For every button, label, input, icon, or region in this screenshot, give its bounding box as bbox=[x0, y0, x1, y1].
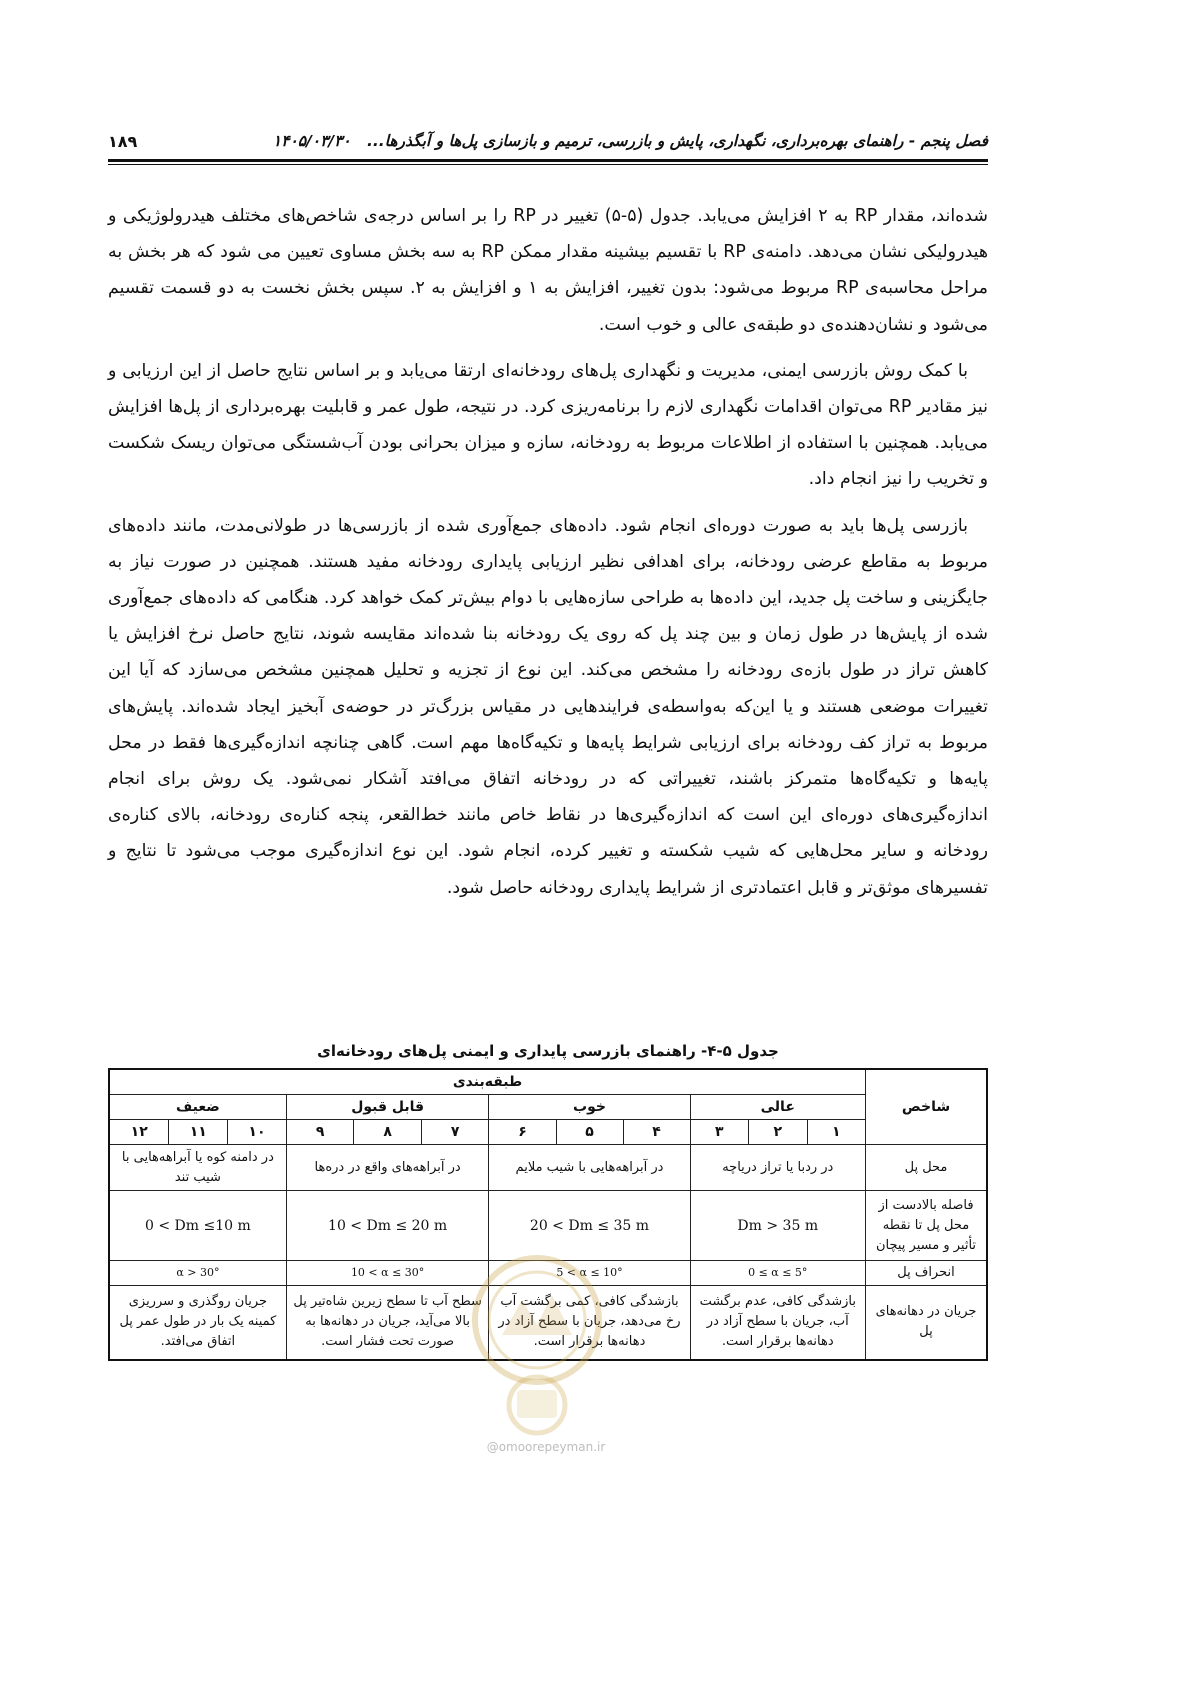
paragraph-2: با کمک روش بازرسی ایمنی، مدیریت و نگهداری پل‌های رودخانه‌ای ارتقا می‌یابد و بر اساس نتایج حاصل از این ارزیابی و نیز مقادیر RP می‌توان اقدامات نگهداری لازم را برنامه‌ریزی کرد. در نتیجه، طول عمر و قابلیت بهره‌برداری از پل‌ها افزایش می‌یابد. همچنین با استفاده از اطلاعات مربوط به رودخانه، سازه و میزان بحرانی بودن آب‌شستگی می‌توان ریسک شکست و تخریب را نیز انجام داد. bbox=[108, 360, 988, 490]
grade-cell: ۱۰ bbox=[228, 1120, 287, 1145]
header-rule-thin bbox=[108, 164, 988, 165]
grade-cell: ۴ bbox=[623, 1120, 690, 1145]
paragraph-3: بازرسی پل‌ها باید به صورت دوره‌ای انجام شود. داده‌های جمع‌آوری شده از بازرسی‌ها در طولانی‌مدت، مانند داده‌های مربوط به مقاطع عرضی رودخانه، برای اهدافی نظیر ارزیابی پایداری رودخانه مفید هستند. همچنین در صورت نیاز به جایگزینی و ساخت پل جدید، این داده‌ها به طراحی سازه‌هایی با دوام بیش‌تر کمک خواهد کرد. هنگامی که داده‌های جمع‌آوری شده از پایش‌ها در طول زمان و بین چند پل که روی یک رودخانه بنا شده‌اند مقایسه شوند، نتایج حاصل نرخ افزایش یا کاهش تراز در طول بازه‌ی رودخانه را مشخص می‌کند. این نوع از تجزیه و تحلیل همچنین مشخص می‌سازد که آیا این تغییرات موضعی هستند و یا این‌که به‌واسطه‌ی فرایندهایی در مقیاس بزرگ‌تر در حوضه‌ی آبخیز ایجاد شده‌اند. پایش‌های مربوط به تراز کف رودخانه برای ارزیابی شرایط پایه‌ها و تکیه‌گاه‌ها مهم است. گاهی چنانچه اندازه‌گیری‌ها فقط در محل پایه‌ها و تکیه‌گاه‌ها متمرکز باشند، تغییراتی که در رودخانه اتفاق می‌افتد آشکار نمی‌شود. یک روش برای انجام اندازه‌گیری‌های دوره‌ای این است که اندازه‌گیری‌ها در نقاط خاص مانند خط‌القعر، پنجه کناره‌ی رودخانه، بالای کناره‌ی رودخانه و سایر محل‌هایی که شیب شکسته و تغییر کرده، انجام شود. این نوع اندازه‌گیری موجب می‌شود تا نتایج و تفسیرهای موثق‌تر و قابل اعتمادتری از شرایط پایداری رودخانه حاصل شود. bbox=[108, 515, 988, 898]
criterion-cell: فاصله بالادست از محل پل تا نقطه تأثیر و مسیر پیچان bbox=[866, 1191, 988, 1261]
grade-cell: ۹ bbox=[286, 1120, 354, 1145]
table-cell: در دامنه کوه یا آبراهه‌هایی با شیب تند bbox=[109, 1145, 286, 1191]
grade-cell: ۱۱ bbox=[169, 1120, 228, 1145]
watermark-text: @omoorepeyman.ir bbox=[486, 1440, 606, 1454]
grade-cell: ۲ bbox=[749, 1120, 807, 1145]
formula-cell: 10 < α ≤ 30° bbox=[286, 1261, 489, 1286]
grade-cell: ۷ bbox=[421, 1120, 489, 1145]
table-cell: جریان روگذری و سرریزی کمینه یک بار در طول عمر پل اتفاق می‌افتد. bbox=[109, 1286, 286, 1360]
grade-cell: ۶ bbox=[489, 1120, 556, 1145]
table-row bbox=[109, 1261, 987, 1286]
table-cell: در ردبا یا تراز درياچه bbox=[690, 1145, 865, 1191]
stability-table bbox=[108, 1068, 988, 1361]
grade-cell: ۸ bbox=[354, 1120, 422, 1145]
table-cell: بازشدگی کافی، کمی برگشت آب رخ می‌دهد، جریان با سطح آزاد در دهانه‌ها برقرار است. bbox=[489, 1286, 690, 1360]
table-row bbox=[109, 1286, 987, 1360]
table-cell: سطح آب تا سطح زیرین شاه‌تیر پل بالا می‌آید، جریان در دهانه‌ها به صورت تحت فشار است. bbox=[286, 1286, 489, 1360]
table-row bbox=[109, 1145, 987, 1191]
grade-cell: ۱۲ bbox=[109, 1120, 169, 1145]
class-good: خوب bbox=[489, 1095, 690, 1120]
grade-cell: ۳ bbox=[690, 1120, 749, 1145]
criterion-header: شاخص bbox=[866, 1069, 988, 1145]
formula-cell: 0 < Dm ≤10 m bbox=[109, 1191, 286, 1261]
class-poor: ضعیف bbox=[109, 1095, 286, 1120]
formula-cell: Dm > 35 m bbox=[690, 1191, 865, 1261]
formula-cell: 0 ≤ α ≤ 5° bbox=[690, 1261, 865, 1286]
table-caption: جدول ۵-۴- راهنمای بازرسی پایداری و ایمنی پل‌های رودخانه‌ای bbox=[317, 1042, 779, 1060]
grade-cell: ۵ bbox=[556, 1120, 623, 1145]
formula-cell: α > 30° bbox=[109, 1261, 286, 1286]
classification-header: طبقه‌بندی bbox=[109, 1069, 866, 1095]
formula-cell: 20 < Dm ≤ 35 m bbox=[489, 1191, 690, 1261]
criterion-cell: انحراف پل bbox=[866, 1261, 988, 1286]
page-header bbox=[108, 128, 988, 154]
table-cell: بازشدگی کافی، عدم برگشت آب، جریان با سطح آزاد در دهانه‌ها برقرار است. bbox=[690, 1286, 865, 1360]
table-cell: در آبراهه‌هایی با شیب ملایم bbox=[489, 1145, 690, 1191]
class-acceptable: قابل قبول bbox=[286, 1095, 489, 1120]
header-rule bbox=[108, 159, 988, 162]
page-number: ۱۸۹ bbox=[108, 131, 138, 151]
grade-cell: ۱ bbox=[807, 1120, 865, 1145]
formula-cell: 5 < α ≤ 10° bbox=[489, 1261, 690, 1286]
table-cell: در آبراهه‌های واقع در دره‌ها bbox=[286, 1145, 489, 1191]
criterion-cell: جریان در دهانه‌های پل bbox=[866, 1286, 988, 1360]
body-text bbox=[108, 198, 988, 916]
class-excellent: عالی bbox=[690, 1095, 865, 1120]
header-title: فصل پنجم - راهنمای بهره‌برداری، نگهداری، پایش و بازرسی، ترمیم و بازسازی پل‌ها و آبگذرها... ۱۴۰۵/۰۳/۳۰ bbox=[272, 132, 988, 150]
formula-cell: 10 < Dm ≤ 20 m bbox=[286, 1191, 489, 1261]
criterion-cell: محل پل bbox=[866, 1145, 988, 1191]
paragraph-1: شده‌اند، مقدار RP به ۲ افزایش می‌یابد. جدول (۵-۵) تغییر در RP را بر اساس درجه‌ی شاخص‌های مختلف هیدرولوژیکی و هیدرولیکی نشان می‌دهد. دامنه‌ی RP با تقسیم بیشینه مقدار ممکن RP به سه بخش مساوی تعیین می شود که هر بخش به مراحل محاسبه‌ی RP مربوط می‌شود: بدون تغییر، افزایش به ۱ و افزایش به ۲. سپس بخش نخست به دو قسمت تقسیم می‌شود و نشان‌دهنده‌ی دو طبقه‌ی عالی و خوب است. bbox=[108, 206, 989, 335]
table-row bbox=[109, 1191, 987, 1261]
header-date: ۱۴۰۵/۰۳/۳۰ bbox=[272, 132, 351, 150]
